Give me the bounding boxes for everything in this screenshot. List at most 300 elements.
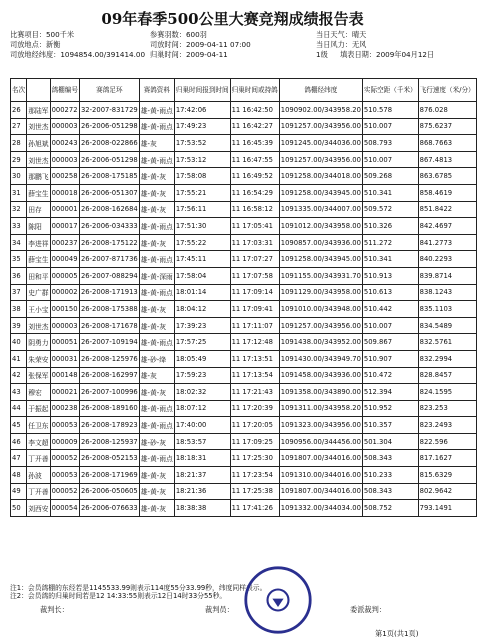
- return-cell: 11 16:47:55: [230, 151, 279, 168]
- loft-cell: 000051: [50, 334, 79, 351]
- speed-cell: 802.9642: [418, 483, 476, 500]
- table-row: [11, 102, 477, 119]
- header-arrival: 归巢时间报到时间: [174, 79, 230, 102]
- distance-cell: 510.341: [362, 251, 418, 268]
- results-body: [11, 102, 477, 517]
- coords-cell: 1091358.00/343890.00: [279, 384, 362, 401]
- coords-cell: 1091258.00/343945.00: [279, 251, 362, 268]
- bird-info-cell: 雄-黄-灰: [139, 384, 174, 401]
- coords-cell: 1091257.00/343956.00: [279, 317, 362, 334]
- rank-cell: 35: [11, 251, 27, 268]
- speed-cell: 815.6329: [418, 467, 476, 484]
- arrival-cell: 17:49:23: [174, 118, 230, 135]
- ring-cell: 26-2008-175388: [79, 301, 139, 318]
- bird-info-cell: 雄-黄-雨点: [139, 417, 174, 434]
- chief-judge-label: 裁判长：: [40, 605, 69, 614]
- speed-cell: 835.1103: [418, 301, 476, 318]
- ring-cell: 26-2008-162997: [79, 367, 139, 384]
- loft-cell: 000053: [50, 467, 79, 484]
- return-cell: 11 17:03:31: [230, 234, 279, 251]
- table-row: [11, 301, 477, 318]
- coords-cell: 1091258.00/343945.00: [279, 184, 362, 201]
- distance-cell: 510.007: [362, 317, 418, 334]
- association-seal: [243, 565, 313, 635]
- bird-info-cell: 雄-砂-绛: [139, 350, 174, 367]
- rank-cell: 42: [11, 367, 27, 384]
- rank-cell: 46: [11, 433, 27, 450]
- return-cell: 11 17:09:14: [230, 284, 279, 301]
- release-site-field: 司放地点：新衡: [10, 40, 61, 49]
- fancier-cell: 张保军: [27, 367, 50, 384]
- rank-cell: 37: [11, 284, 27, 301]
- return-cell: 11 17:23:54: [230, 467, 279, 484]
- table-row: [11, 400, 477, 417]
- ring-cell: 32-2007-831729: [79, 102, 139, 119]
- ring-cell: 26-2006-051298: [79, 151, 139, 168]
- bird-info-cell: 雄-黄-雨点: [139, 102, 174, 119]
- bird-info-cell: 雄-黄-雨点: [139, 151, 174, 168]
- arrival-cell: 17:58:04: [174, 267, 230, 284]
- bird-info-cell: 雄-黄-雨点: [139, 284, 174, 301]
- fancier-cell: 田存: [27, 201, 50, 218]
- event-field: 比赛项目：500千米: [10, 30, 75, 39]
- table-row: [11, 467, 477, 484]
- bird-info-cell: 雄-黄-雨点: [139, 218, 174, 235]
- table-row: [11, 234, 477, 251]
- rank-cell: 41: [11, 350, 27, 367]
- page-number: 第1页(共1页): [375, 629, 419, 638]
- wind-level-field: 1级: [316, 50, 328, 59]
- ring-cell: 26-2006-076633: [79, 500, 139, 517]
- arrival-cell: 17:55:21: [174, 184, 230, 201]
- ring-cell: 26-2008-171913: [79, 284, 139, 301]
- speed-cell: 822.596: [418, 433, 476, 450]
- coords-cell: 1091155.00/343931.70: [279, 267, 362, 284]
- table-row: [11, 267, 477, 284]
- fancier-cell: 史广群: [27, 284, 50, 301]
- arrival-cell: 18:02:32: [174, 384, 230, 401]
- return-cell: 11 17:20:05: [230, 417, 279, 434]
- fancier-cell: 丁开善: [27, 483, 50, 500]
- rank-cell: 48: [11, 467, 27, 484]
- ring-cell: 26-2008-171969: [79, 467, 139, 484]
- rank-cell: 44: [11, 400, 27, 417]
- ring-cell: 26-2006-050605: [79, 483, 139, 500]
- coords-cell: 1091311.00/343958.20: [279, 400, 362, 417]
- table-row: [11, 483, 477, 500]
- race-info: [10, 30, 460, 60]
- fancier-cell: 王小宝: [27, 301, 50, 318]
- speed-cell: 832.5761: [418, 334, 476, 351]
- header-info: 赛鸽资料: [139, 79, 174, 102]
- bird-info-cell: 雄-黄-雨点: [139, 400, 174, 417]
- coords-cell: 1091257.00/343956.00: [279, 151, 362, 168]
- distance-cell: 510.913: [362, 267, 418, 284]
- table-row: [11, 168, 477, 185]
- bird-info-cell: 雄-黄-雨点: [139, 118, 174, 135]
- coords-field: 司放地经纬度：1094854.00/391414.00: [10, 50, 146, 59]
- return-cell: 11 17:25:30: [230, 450, 279, 467]
- speed-cell: 867.4813: [418, 151, 476, 168]
- rank-cell: 43: [11, 384, 27, 401]
- return-cell: 11 17:07:27: [230, 251, 279, 268]
- bird-info-cell: 雄-黄-雨点: [139, 450, 174, 467]
- fancier-cell: 于振起: [27, 400, 50, 417]
- ring-cell: 26-2007-109194: [79, 334, 139, 351]
- distance-cell: 510.442: [362, 301, 418, 318]
- arrival-cell: 17:58:08: [174, 168, 230, 185]
- return-cell: 11 16:42:50: [230, 102, 279, 119]
- arrival-cell: 17:57:25: [174, 334, 230, 351]
- fill-date-field: 填表日期：2009年04月12日: [340, 50, 435, 59]
- coords-cell: 1091458.00/343936.00: [279, 367, 362, 384]
- ring-cell: 26-2006-034333: [79, 218, 139, 235]
- arrival-cell: 18:21:36: [174, 483, 230, 500]
- judge-label: 裁判员：: [205, 605, 234, 614]
- distance-cell: 510.613: [362, 284, 418, 301]
- table-row: [11, 218, 477, 235]
- loft-cell: 000052: [50, 450, 79, 467]
- fancier-cell: 朱荣安: [27, 350, 50, 367]
- return-cell: 11 17:07:58: [230, 267, 279, 284]
- coords-cell: 1090857.00/343936.00: [279, 234, 362, 251]
- bird-info-cell: 雄-黄-灰: [139, 201, 174, 218]
- coords-cell: 1091323.00/343956.00: [279, 417, 362, 434]
- loft-cell: 000009: [50, 433, 79, 450]
- table-row: [11, 450, 477, 467]
- header-ring: 赛鸽足环: [79, 79, 139, 102]
- fancier-cell: 刘世杰: [27, 118, 50, 135]
- coords-cell: 1091807.00/344016.00: [279, 483, 362, 500]
- rank-cell: 39: [11, 317, 27, 334]
- fancier-cell: 薛宝生: [27, 251, 50, 268]
- fancier-cell: 刘世杰: [27, 151, 50, 168]
- distance-cell: 510.578: [362, 102, 418, 119]
- distance-cell: 511.272: [362, 234, 418, 251]
- arrival-cell: 18:05:49: [174, 350, 230, 367]
- coords-cell: 1091332.00/344034.00: [279, 500, 362, 517]
- results-table: [10, 78, 477, 517]
- ring-cell: 26-2008-189160: [79, 400, 139, 417]
- ring-cell: 26-2006-051298: [79, 118, 139, 135]
- return-cell: 11 16:49:52: [230, 168, 279, 185]
- speed-cell: 863.6785: [418, 168, 476, 185]
- rank-cell: 47: [11, 450, 27, 467]
- bird-info-cell: 雄-灰: [139, 367, 174, 384]
- ring-cell: 26-2008-171678: [79, 317, 139, 334]
- return-cell: 11 17:11:07: [230, 317, 279, 334]
- header-name: [27, 79, 50, 102]
- fancier-cell: 田和平: [27, 267, 50, 284]
- bird-info-cell: 雄-黄-灰: [139, 467, 174, 484]
- distance-cell: 510.233: [362, 467, 418, 484]
- arrival-cell: 18:38:38: [174, 500, 230, 517]
- loft-cell: 000003: [50, 118, 79, 135]
- rank-cell: 36: [11, 267, 27, 284]
- table-row: [11, 118, 477, 135]
- loft-cell: 000002: [50, 284, 79, 301]
- rank-cell: 28: [11, 135, 27, 152]
- rank-cell: 40: [11, 334, 27, 351]
- return-cell: 11 16:42:27: [230, 118, 279, 135]
- fancier-cell: 任卫东: [27, 417, 50, 434]
- arrival-cell: 18:07:12: [174, 400, 230, 417]
- fancier-cell: 丁开善: [27, 450, 50, 467]
- fancier-cell: 薛宝生: [27, 184, 50, 201]
- arrival-cell: 18:18:31: [174, 450, 230, 467]
- bird-info-cell: 雄-黄-灰: [139, 317, 174, 334]
- table-row: [11, 317, 477, 334]
- speed-cell: 828.8457: [418, 367, 476, 384]
- distance-cell: 501.304: [362, 433, 418, 450]
- distance-cell: 509.867: [362, 334, 418, 351]
- table-row: [11, 367, 477, 384]
- distance-cell: 509.268: [362, 168, 418, 185]
- coords-cell: 1091258.00/344018.00: [279, 168, 362, 185]
- table-row: [11, 184, 477, 201]
- loft-cell: 000258: [50, 168, 79, 185]
- distance-cell: 508.343: [362, 483, 418, 500]
- ring-cell: 26-2008-175122: [79, 234, 139, 251]
- ring-cell: 26-2007-871736: [79, 251, 139, 268]
- loft-cell: 000049: [50, 251, 79, 268]
- loft-cell: 000001: [50, 201, 79, 218]
- table-row: [11, 251, 477, 268]
- loft-cell: 000003: [50, 151, 79, 168]
- distance-cell: 510.326: [362, 218, 418, 235]
- fancier-cell: 那陆军: [27, 102, 50, 119]
- arrival-cell: 17:40:00: [174, 417, 230, 434]
- coords-cell: 1091257.00/343956.00: [279, 118, 362, 135]
- rank-cell: 50: [11, 500, 27, 517]
- arrival-cell: 17:59:23: [174, 367, 230, 384]
- fancier-cell: 李进祥: [27, 234, 50, 251]
- coords-cell: 1091310.00/344016.00: [279, 467, 362, 484]
- bird-info-cell: 雄-黄-灰: [139, 234, 174, 251]
- fancier-cell: 孙旭斌: [27, 135, 50, 152]
- coords-cell: 1090956.00/344456.00: [279, 433, 362, 450]
- return-cell: 11 17:21:43: [230, 384, 279, 401]
- bird-info-cell: 雄-砂-灰: [139, 433, 174, 450]
- rank-cell: 26: [11, 102, 27, 119]
- rank-cell: 30: [11, 168, 27, 185]
- return-cell: 11 17:09:25: [230, 433, 279, 450]
- arrival-cell: 18:04:12: [174, 301, 230, 318]
- release-time-field: 司放时间：2009-04-11 07:00: [150, 40, 251, 49]
- ring-cell: 26-2008-175185: [79, 168, 139, 185]
- loft-cell: 000272: [50, 102, 79, 119]
- loft-cell: 000054: [50, 500, 79, 517]
- loft-cell: 000238: [50, 400, 79, 417]
- ring-cell: 26-2008-162684: [79, 201, 139, 218]
- coords-cell: 1091010.00/343948.00: [279, 301, 362, 318]
- loft-cell: 000150: [50, 301, 79, 318]
- speed-cell: 876.028: [418, 102, 476, 119]
- loft-cell: 000018: [50, 184, 79, 201]
- arrival-cell: 17:51:30: [174, 218, 230, 235]
- rank-cell: 33: [11, 218, 27, 235]
- arrival-cell: 18:53:57: [174, 433, 230, 450]
- fancier-cell: 刘世杰: [27, 317, 50, 334]
- speed-cell: 817.1627: [418, 450, 476, 467]
- table-row: [11, 500, 477, 517]
- ring-cell: 26-2008-178923: [79, 417, 139, 434]
- table-row: [11, 350, 477, 367]
- ring-cell: 26-2007-100996: [79, 384, 139, 401]
- coords-cell: 1091245.00/344036.00: [279, 135, 362, 152]
- ring-cell: 26-2008-022866: [79, 135, 139, 152]
- return-time-field: 归巢时间：2009-04-11: [150, 50, 228, 59]
- header-distance: 实际空距（千米）: [362, 79, 418, 102]
- rank-cell: 49: [11, 483, 27, 500]
- loft-cell: 000237: [50, 234, 79, 251]
- distance-cell: 512.394: [362, 384, 418, 401]
- arrival-cell: 17:53:12: [174, 151, 230, 168]
- speed-cell: 832.2994: [418, 350, 476, 367]
- bird-info-cell: 雄-黄-灰: [139, 184, 174, 201]
- arrival-cell: 17:45:11: [174, 251, 230, 268]
- rank-cell: 29: [11, 151, 27, 168]
- speed-cell: 793.1491: [418, 500, 476, 517]
- table-row: [11, 201, 477, 218]
- report-title: 09年春季500公里大赛竞翔成绩报告表: [101, 10, 364, 28]
- rank-cell: 38: [11, 301, 27, 318]
- speed-cell: 824.1595: [418, 384, 476, 401]
- distance-cell: 510.472: [362, 367, 418, 384]
- table-row: [11, 334, 477, 351]
- speed-cell: 840.2293: [418, 251, 476, 268]
- arrival-cell: 18:01:14: [174, 284, 230, 301]
- delegated-judge-label: 委派裁判：: [350, 605, 386, 614]
- coords-cell: 1090902.00/343958.20: [279, 102, 362, 119]
- fancier-cell: 阴勇力: [27, 334, 50, 351]
- return-cell: 11 17:09:41: [230, 301, 279, 318]
- arrival-cell: 18:21:37: [174, 467, 230, 484]
- return-cell: 11 16:58:12: [230, 201, 279, 218]
- coords-cell: 1091012.00/343958.00: [279, 218, 362, 235]
- table-row: [11, 151, 477, 168]
- header-speed: 飞行速度（米/分）: [418, 79, 476, 102]
- bird-info-cell: 雄-黄-灰: [139, 168, 174, 185]
- distance-cell: 508.793: [362, 135, 418, 152]
- fancier-cell: 刘西安: [27, 500, 50, 517]
- table-row: [11, 284, 477, 301]
- return-cell: 11 17:13:54: [230, 367, 279, 384]
- rank-cell: 34: [11, 234, 27, 251]
- table-row: [11, 417, 477, 434]
- bird-info-cell: 雄-黄-深雨: [139, 267, 174, 284]
- return-cell: 11 17:12:48: [230, 334, 279, 351]
- coords-cell: 1091335.00/344007.00: [279, 201, 362, 218]
- distance-cell: 508.752: [362, 500, 418, 517]
- return-cell: 11 16:45:39: [230, 135, 279, 152]
- distance-cell: 510.341: [362, 184, 418, 201]
- speed-cell: 839.8714: [418, 267, 476, 284]
- coords-cell: 1091129.00/343958.00: [279, 284, 362, 301]
- weather-field: 当日天气：晴天: [316, 30, 367, 39]
- speed-cell: 851.8422: [418, 201, 476, 218]
- note-2: 注2：会员鸽的归巢时间若是12 14:33:55则表示12日14时33分55秒。: [10, 592, 227, 600]
- arrival-cell: 17:39:23: [174, 317, 230, 334]
- rank-cell: 45: [11, 417, 27, 434]
- table-row: [11, 384, 477, 401]
- note-1: 注1：会员鸽棚的东经若是1145533.99则表示114度55分33.99秒，纬度同样表示。: [10, 584, 267, 592]
- return-cell: 11 17:25:38: [230, 483, 279, 500]
- return-cell: 11 17:20:39: [230, 400, 279, 417]
- ring-cell: 26-2007-088294: [79, 267, 139, 284]
- arrival-cell: 17:53:52: [174, 135, 230, 152]
- table-row: [11, 433, 477, 450]
- loft-cell: 000003: [50, 317, 79, 334]
- notes: [10, 584, 266, 600]
- coords-cell: 1091430.00/343949.70: [279, 350, 362, 367]
- header-return: 归巢时间或持鸽: [230, 79, 279, 102]
- fill-date-row: [316, 50, 460, 60]
- bird-info-cell: 雄-黄-雨点: [139, 251, 174, 268]
- speed-cell: 868.7663: [418, 135, 476, 152]
- speed-cell: 823.253: [418, 400, 476, 417]
- loft-cell: 000243: [50, 135, 79, 152]
- participants-field: 参赛羽数：600羽: [150, 30, 207, 39]
- speed-cell: 858.4619: [418, 184, 476, 201]
- distance-cell: 510.007: [362, 118, 418, 135]
- arrival-cell: 17:55:22: [174, 234, 230, 251]
- coords-cell: 1091438.00/343952.00: [279, 334, 362, 351]
- ring-cell: 26-2008-052153: [79, 450, 139, 467]
- distance-cell: 510.007: [362, 151, 418, 168]
- loft-cell: 000021: [50, 384, 79, 401]
- seal-star-icon: [272, 599, 283, 607]
- rank-cell: 27: [11, 118, 27, 135]
- arrival-cell: 17:56:11: [174, 201, 230, 218]
- bird-info-cell: 雄-黄-灰: [139, 500, 174, 517]
- loft-cell: 000052: [50, 483, 79, 500]
- return-cell: 11 17:41:26: [230, 500, 279, 517]
- speed-cell: 823.2493: [418, 417, 476, 434]
- distance-cell: 508.343: [362, 450, 418, 467]
- loft-cell: 000053: [50, 417, 79, 434]
- speed-cell: 838.1243: [418, 284, 476, 301]
- loft-cell: 000017: [50, 218, 79, 235]
- loft-cell: 000031: [50, 350, 79, 367]
- distance-cell: 510.907: [362, 350, 418, 367]
- return-cell: 11 17:13:51: [230, 350, 279, 367]
- speed-cell: 841.2773: [418, 234, 476, 251]
- table-row: [11, 135, 477, 152]
- header-rank: 名次: [11, 79, 27, 102]
- loft-cell: 000005: [50, 267, 79, 284]
- return-cell: 11 16:54:29: [230, 184, 279, 201]
- fancier-cell: 那鹏飞: [27, 168, 50, 185]
- ring-cell: 26-2008-125937: [79, 433, 139, 450]
- rank-cell: 32: [11, 201, 27, 218]
- distance-cell: 509.572: [362, 201, 418, 218]
- header-loft: 鸽棚编号: [50, 79, 79, 102]
- wind-field: 当日风力：无风: [316, 40, 367, 49]
- fancier-cell: 孙波: [27, 467, 50, 484]
- fancier-cell: 李文超: [27, 433, 50, 450]
- ring-cell: 26-2006-051307: [79, 184, 139, 201]
- arrival-cell: 17:42:06: [174, 102, 230, 119]
- bird-info-cell: 雄-黄-灰: [139, 301, 174, 318]
- header-coords: 鸽棚经纬度: [279, 79, 362, 102]
- speed-cell: 842.4697: [418, 218, 476, 235]
- return-cell: 11 17:05:41: [230, 218, 279, 235]
- ring-cell: 26-2008-125976: [79, 350, 139, 367]
- distance-cell: 510.952: [362, 400, 418, 417]
- table-header-row: [11, 79, 477, 102]
- bird-info-cell: 雄-黄-雨点: [139, 334, 174, 351]
